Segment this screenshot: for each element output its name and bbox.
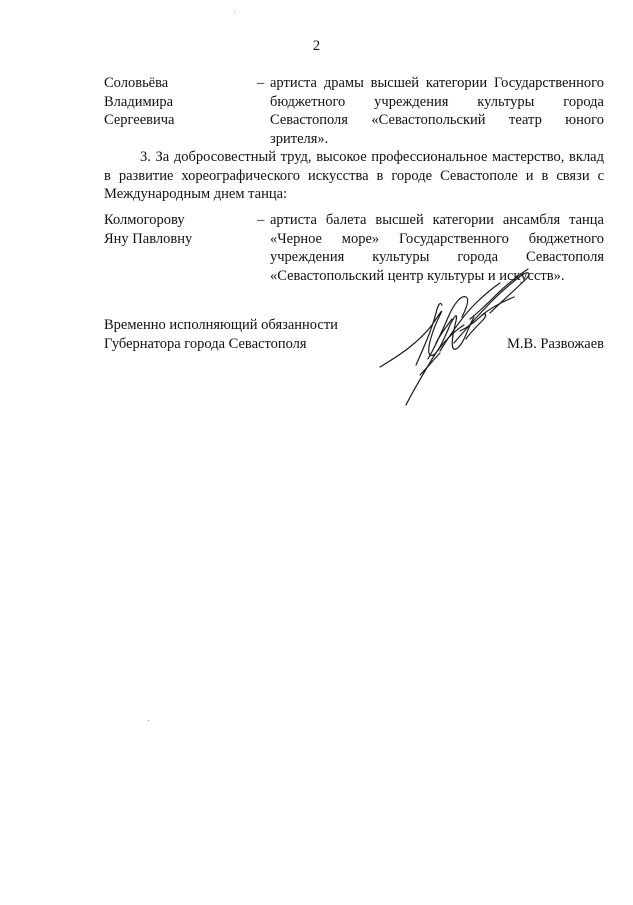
scan-speck	[148, 720, 149, 721]
recipient-name	[104, 74, 254, 130]
signatory-title-line: Временно исполняющий обязанности	[104, 317, 338, 333]
recipient-name-line: Сергеевича	[104, 112, 175, 128]
signatory-name: М.В. Развожаев	[506, 335, 604, 352]
signatory-title-line: Губернатора города Севастополя	[104, 335, 307, 352]
page-number: 2	[312, 38, 321, 54]
recipient-name	[104, 211, 254, 248]
recipient-name-line: Яну Павловну	[104, 230, 193, 247]
award-entry	[104, 74, 604, 149]
paragraph-3: 3. За добросовестный труд, высокое профессиональное мастерство, вклад в развитие хореографического искусства в городе Севастополе и в связи с Международным днем танца:	[104, 149, 604, 202]
scan-speck	[234, 12, 235, 13]
recipient-name-line: Соловьёва	[104, 75, 169, 91]
recipient-name-line: Колмогорову	[104, 212, 185, 228]
recipient-description: артиста балета высшей категории ансамбля танца «Черное море» Государственного бюджетного учреждения культуры города Севастополя «Севастопольский центр культуры и искусств».	[270, 212, 604, 284]
handwritten-signature	[370, 255, 550, 415]
recipient-name-line: Владимира	[104, 93, 174, 110]
dash: –	[257, 75, 265, 91]
dash: –	[257, 212, 265, 228]
recipient-description: артиста драмы высшей категории Государственного бюджетного учреждения культуры города Севастополя «Севастопольский театр юного зрителя».	[270, 75, 604, 147]
